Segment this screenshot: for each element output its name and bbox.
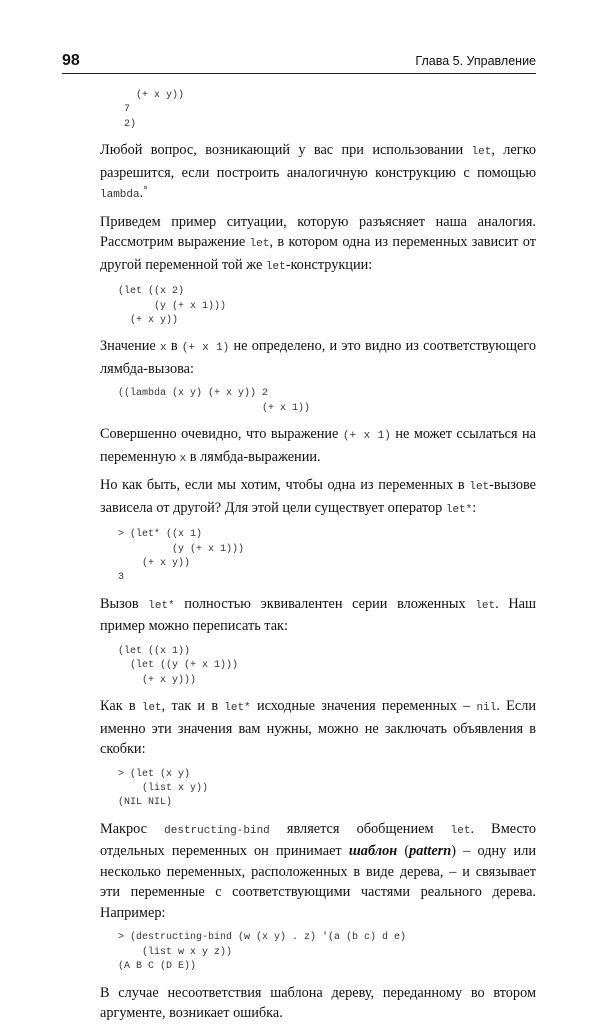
inline-code: nil	[476, 702, 497, 715]
inline-code: (+ x 1)	[181, 342, 230, 355]
text-run: в	[166, 338, 182, 355]
inline-code: let*	[445, 503, 473, 516]
text-run: в лямбда-выражении.	[186, 448, 321, 465]
text-run: (	[397, 843, 410, 860]
text-run: .˚	[139, 185, 148, 202]
text-run: исходные значения переменных –	[250, 698, 477, 715]
inline-code: let	[471, 146, 492, 159]
page-number: 98	[62, 52, 80, 69]
paragraph	[100, 336, 536, 379]
paragraph	[100, 594, 536, 637]
text-run: Любой вопрос, возникающий у вас при использовании	[100, 142, 472, 159]
inline-code: let*	[148, 599, 175, 612]
code-block: ((lambda (x y) (+ x y)) 2 (+ x 1))	[118, 388, 311, 414]
inline-code: let	[249, 238, 270, 251]
text-run: . Если именно эти значения вам нужны, можно не заключать объявления в скобки:	[100, 698, 536, 758]
paragraph	[100, 696, 536, 760]
paragraph	[100, 424, 536, 469]
text-run: Совершенно очевидно, что выражение	[100, 426, 343, 443]
inline-code: lambda	[100, 189, 140, 202]
paragraph	[100, 212, 536, 278]
text-run: , легко разрешится, если построить аналогичную конструкцию с помощью	[100, 142, 536, 181]
inline-code: (+ x 1)	[342, 430, 391, 443]
text-run: -вызове зависела от другой? Для этой цели существует оператор	[100, 477, 536, 516]
text-run: В случае несоответствия шаблона дереву, переданному во втором аргументе, возникает ошибка.	[100, 984, 536, 1022]
inline-code: let	[265, 260, 286, 273]
inline-code: let	[141, 702, 162, 715]
code-block: (let ((x 2) (y (+ x 1))) (+ x y))	[118, 286, 227, 327]
inline-code: x	[160, 342, 167, 355]
text-run: , в котором одна из переменных зависит от другой переменной той же	[100, 234, 536, 273]
code-block: (+ x y)) 7 2)	[124, 90, 185, 130]
italic-term: pattern	[409, 843, 452, 860]
inline-code: destructing-bind	[164, 824, 270, 837]
text-run: Как в	[100, 698, 142, 715]
text-run: Приведем пример ситуации, которую разъясняет наша аналогия. Рассмотрим выражение	[100, 213, 536, 251]
text-run: Значение	[100, 338, 160, 355]
code-block: > (let* ((x 1) (y (+ x 1))) (+ x y)) 3	[118, 529, 245, 584]
code-block: > (let (x y) (list x y)) (NIL NIL)	[118, 768, 209, 809]
text-run: . Наш пример можно переписать так:	[100, 595, 537, 635]
text-run: :	[472, 499, 477, 516]
page-body	[100, 89, 536, 1024]
paragraph	[100, 983, 536, 1024]
paragraph	[100, 140, 536, 206]
paragraph	[100, 819, 536, 924]
chapter-title: Глава 5. Управление	[415, 54, 536, 68]
text-run: , так и в	[161, 698, 225, 715]
code-block: (let ((x 1)) (let ((y (+ x 1))) (+ x y)))	[118, 645, 239, 686]
page-header	[62, 52, 536, 74]
inline-code: let	[469, 481, 490, 494]
text-run: не может ссылаться на переменную	[100, 426, 536, 465]
text-run: Вызов	[100, 595, 149, 612]
text-run: Макрос	[100, 820, 165, 837]
text-run: ) – одну или несколько переменных, расположенных в виде дерева, – и связывает эти переменные с соответствующими частями реального дерева. Например:	[100, 843, 536, 921]
text-run: . Вместо отдельных переменных он принимает	[100, 820, 537, 860]
text-run: -конструкции:	[285, 256, 373, 273]
inline-code: let*	[224, 702, 251, 715]
text-run: полностью эквивалентен серии вложенных	[174, 595, 476, 612]
code-block: > (destructing-bind (w (x y) . z) '(a (b c) d e) (list w x y z)) (A B C (D E))	[118, 932, 407, 973]
inline-code: x	[179, 452, 187, 465]
text-run: Но как быть, если мы хотим, чтобы одна из переменных в	[100, 477, 470, 494]
header-rule	[62, 73, 536, 74]
paragraph	[100, 475, 536, 520]
inline-code: let	[475, 599, 496, 612]
text-run: является обобщением	[269, 820, 451, 837]
text-run: не определено, и это видно из соответствующего лямбда-вызова:	[100, 338, 536, 377]
italic-term: шаблон	[348, 843, 398, 860]
inline-code: let	[450, 824, 471, 837]
